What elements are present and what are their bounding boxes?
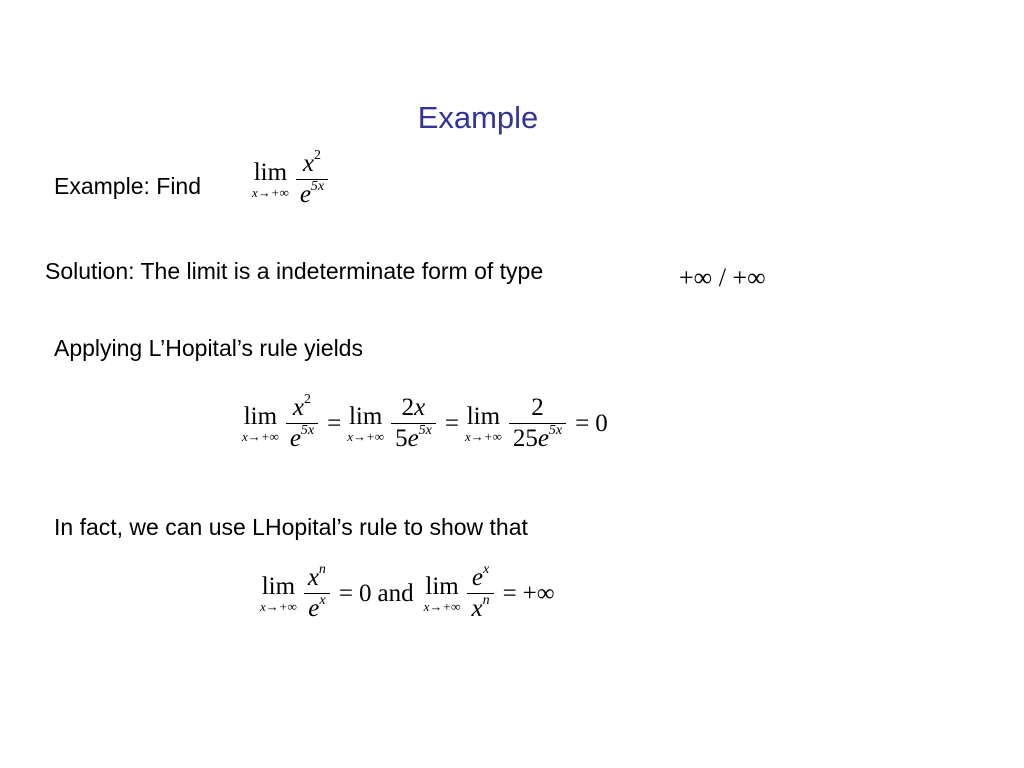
lim-subscript: x→+∞ (423, 598, 461, 614)
fraction-3 (509, 394, 566, 453)
limit-operator (260, 574, 297, 614)
equals-sign: = (327, 409, 342, 437)
result-value: +∞ (522, 579, 555, 607)
numerator: $x^2$ (292, 392, 312, 421)
lhopital-intro-text: Applying L’Hopital’s rule yields (54, 335, 363, 361)
exponent: 5x (310, 179, 325, 194)
limit-operator (242, 404, 279, 444)
limit-operator (424, 574, 461, 614)
lim-word: lim (261, 572, 296, 600)
numerator: 2 (531, 394, 544, 421)
denominator: $e^{5x}$ (289, 423, 315, 452)
denominator (296, 180, 328, 209)
equals-sign: = (575, 409, 590, 437)
result-value: 0 (595, 409, 608, 437)
equals-sign: = (444, 409, 459, 437)
indeterminate-type: +∞ / +∞ (679, 263, 766, 292)
equals-sign: = (338, 579, 354, 607)
fraction-a (304, 564, 330, 623)
denominator: $5e^{5x}$ (395, 423, 432, 452)
fraction-2 (391, 394, 436, 453)
lim-subscript: x→+∞ (260, 598, 297, 614)
numerator: $e^x$ (471, 562, 490, 591)
slide-title: Example (417, 100, 539, 135)
base: x (302, 150, 315, 177)
lim-word: lim (466, 402, 501, 430)
lim-subscript: x→+∞ (252, 184, 289, 200)
numerator (299, 150, 325, 179)
example-limit-expression (252, 150, 331, 209)
lim-subscript: x→+∞ (242, 428, 279, 444)
general-limits-equation (260, 564, 555, 623)
numerator: 2x (401, 394, 426, 421)
lim-word: lim (348, 402, 383, 430)
limit-operator (252, 160, 289, 200)
lim-subscript: x→+∞ (465, 428, 502, 444)
fraction-b (467, 564, 493, 623)
fraction (296, 150, 328, 209)
denominator: $25e^{5x}$ (512, 423, 563, 452)
solution-text: Solution: The limit is a indeterminate form of type (45, 258, 544, 284)
lhopital-equation (242, 394, 608, 453)
denominator: $e^x$ (308, 593, 326, 622)
limit-operator (465, 404, 502, 444)
lim-word: lim (425, 572, 459, 600)
lim-subscript: x→+∞ (347, 428, 385, 444)
lim-word: lim (243, 402, 278, 430)
fraction-1 (286, 394, 318, 453)
and-word: and (377, 579, 414, 607)
base: e (299, 181, 311, 208)
numerator: $x^n$ (307, 562, 326, 591)
exponent: 2 (314, 148, 322, 163)
denominator: $x^n$ (471, 593, 490, 622)
in-fact-text: In fact, we can use LHopital’s rule to show that (54, 514, 528, 540)
limit-operator (347, 404, 384, 444)
lim-word: lim (253, 158, 288, 186)
equals-sign: = (502, 579, 517, 607)
result-value: 0 (359, 579, 372, 607)
example-label: Example: Find (54, 173, 202, 199)
